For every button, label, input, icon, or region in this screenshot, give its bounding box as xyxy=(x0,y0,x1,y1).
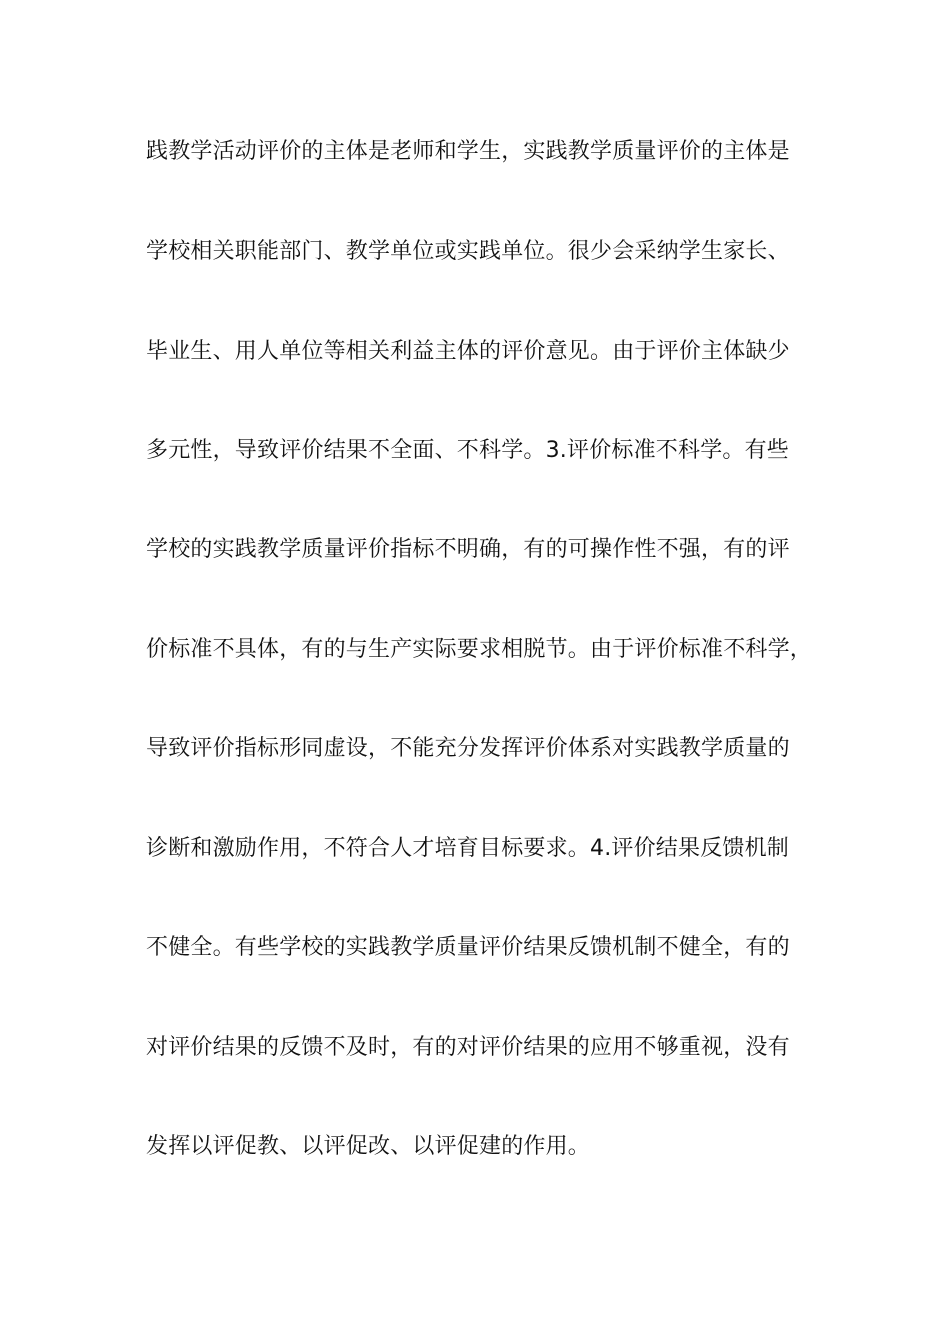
paragraph-line: 诊断和激励作用，不符合人才培育目标要求。4.评价结果反馈机制 xyxy=(146,836,789,861)
paragraph-line: 价标准不具体，有的与生产实际要求相脱节。由于评价标准不科学， xyxy=(146,637,813,662)
paragraph-line: 多元性，导致评价结果不全面、不科学。3.评价标准不科学。有些 xyxy=(146,438,789,463)
paragraph-line: 毕业生、用人单位等相关利益主体的评价意见。由于评价主体缺少 xyxy=(146,339,790,364)
paragraph-line: 学校的实践教学质量评价指标不明确，有的可操作性不强，有的评 xyxy=(146,537,790,562)
paragraph-line: 不健全。有些学校的实践教学质量评价结果反馈机制不健全，有的 xyxy=(146,935,790,960)
paragraph-line: 导致评价指标形同虚设，不能充分发挥评价体系对实践教学质量的 xyxy=(146,736,790,761)
paragraph-line: 发挥以评促教、以评促改、以评促建的作用。 xyxy=(146,1134,591,1159)
paragraph-line: 对评价结果的反馈不及时，有的对评价结果的应用不够重视，没有 xyxy=(146,1035,790,1060)
paragraph-line: 学校相关职能部门、教学单位或实践单位。很少会采纳学生家长、 xyxy=(146,239,790,264)
paragraph-line: 践教学活动评价的主体是老师和学生，实践教学质量评价的主体是 xyxy=(146,139,790,164)
